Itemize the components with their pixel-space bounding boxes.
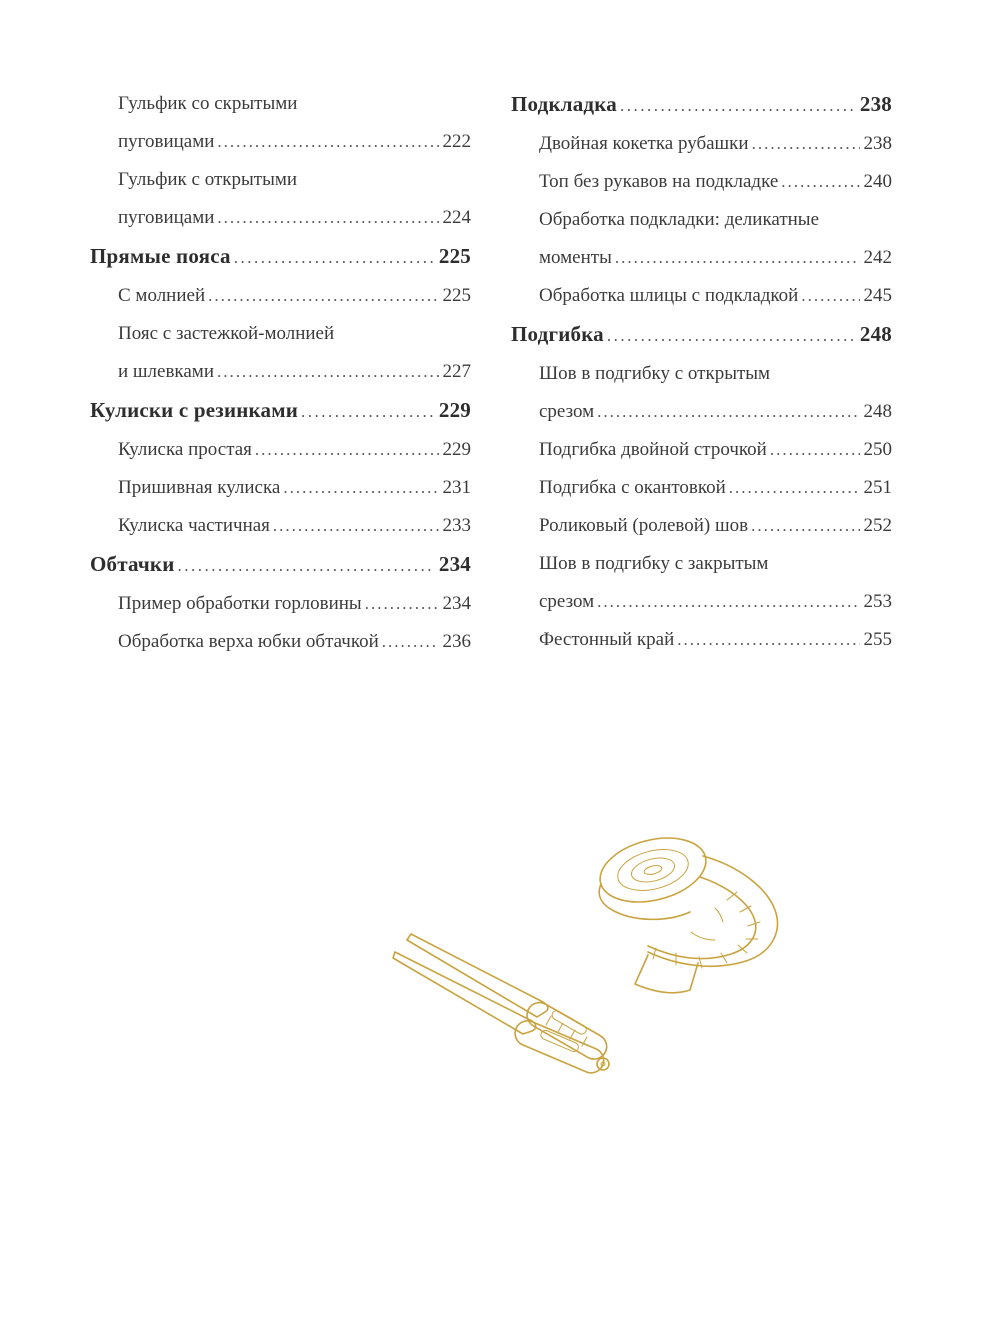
dotted-leader: [781, 163, 859, 201]
toc-entry-page-number: 255: [863, 629, 892, 650]
toc-entry-title: Топ без рукавов на подкладке: [539, 171, 779, 192]
toc-section-entry: [511, 315, 892, 355]
toc-entry-title: Подкладка: [511, 92, 617, 116]
toc-entry-title: Роликовый (ролевой) шов: [539, 515, 749, 536]
toc-entry-page-number: 224: [442, 207, 471, 228]
dotted-leader: [217, 199, 438, 237]
toc-entry-title: С молнией: [118, 285, 206, 306]
toc-entry-wrap-line: Гульфик со скрытыми: [118, 93, 298, 114]
dotted-leader: [607, 315, 856, 355]
toc-entry-page-number: 252: [863, 515, 892, 536]
toc-entry-wrap-line: Шов в подгибку с закрытым: [539, 553, 769, 574]
toc-item-entry: [90, 277, 471, 315]
toc-entry-title: и шлевками: [118, 361, 215, 382]
toc-entry-title: пуговицами: [118, 207, 215, 228]
toc-entry-line: [118, 469, 471, 507]
dotted-leader: [770, 431, 860, 469]
dotted-leader: [234, 237, 435, 277]
dotted-leader: [255, 431, 439, 469]
toc-entry-line: [539, 431, 892, 469]
toc-entry-line: [539, 469, 892, 507]
thread-snips-icon: [393, 934, 611, 1077]
dotted-leader: [301, 391, 435, 431]
toc-item-entry: [90, 623, 471, 661]
toc-entry-wrap-line: Гульфик с открытыми: [118, 169, 298, 190]
toc-entry-page-number: 248: [859, 322, 892, 346]
toc-entry-title: Пример обработки горловины: [118, 593, 362, 614]
toc-entry-line: [118, 199, 471, 237]
toc-entry-title: Пришивная кулиска: [118, 477, 281, 498]
toc-entry-page-number: 238: [863, 133, 892, 154]
toc-item-entry: [511, 163, 892, 201]
toc-entry-title: Кулиска частичная: [118, 515, 270, 536]
dotted-leader: [217, 123, 438, 161]
toc-entry-title: срезом: [539, 591, 595, 612]
toc-entry-title: Обтачки: [90, 552, 175, 576]
toc-entry-title: Фестонный край: [539, 629, 675, 650]
toc-entry-line: [90, 391, 471, 431]
dotted-leader: [273, 507, 439, 545]
toc-item-entry: [511, 201, 892, 277]
toc-entry-title: пуговицами: [118, 131, 215, 152]
toc-entry-page-number: 251: [863, 477, 892, 498]
dotted-leader: [178, 545, 435, 585]
toc-entry-page-number: 234: [442, 593, 471, 614]
toc-entry-line: [539, 393, 892, 431]
toc-entry-wrap-line: Обработка подкладки: деликатные: [539, 209, 819, 230]
toc-entry-line: [539, 583, 892, 621]
toc-entry-title: моменты: [539, 247, 612, 268]
toc-entry-wrap-line: Шов в подгибку с открытым: [539, 363, 771, 384]
toc-entry-line: [539, 277, 892, 315]
toc-entry-line: [118, 585, 471, 623]
toc-entry-page-number: 229: [438, 398, 471, 422]
toc-entry-line: [539, 239, 892, 277]
toc-entry-page-number: 231: [442, 477, 471, 498]
toc-entry-line: [539, 621, 892, 659]
toc-entry-wrap-line: Пояс с застежкой-молнией: [118, 323, 335, 344]
dotted-leader: [382, 623, 439, 661]
dotted-leader: [729, 469, 860, 507]
dotted-leader: [597, 393, 859, 431]
toc-item-entry: [511, 621, 892, 659]
toc-item-entry: [90, 431, 471, 469]
toc-item-entry: [511, 507, 892, 545]
toc-item-entry: [511, 431, 892, 469]
toc-entry-page-number: 245: [863, 285, 892, 306]
toc-entry-line: [539, 163, 892, 201]
dotted-leader: [677, 621, 859, 659]
toc-column-right: [511, 85, 892, 661]
toc-entry-page-number: 248: [863, 401, 892, 422]
dotted-leader: [751, 507, 859, 545]
toc-item-entry: [90, 315, 471, 391]
dotted-leader: [283, 469, 438, 507]
toc-entry-page-number: 240: [863, 171, 892, 192]
toc-entry-title: Обработка шлицы с подкладкой: [539, 285, 799, 306]
toc-section-entry: [511, 85, 892, 125]
toc-entry-title: Подгибка: [511, 322, 604, 346]
dotted-leader: [615, 239, 860, 277]
toc-entry-page-number: 233: [442, 515, 471, 536]
toc-column-left: [90, 85, 471, 661]
toc-entry-title: Двойная кокетка рубашки: [539, 133, 749, 154]
toc-entry-page-number: 250: [863, 439, 892, 460]
measuring-tape-icon: [593, 828, 777, 993]
toc-entry-title: Обработка верха юбки обтачкой: [118, 631, 379, 652]
toc-entry-line: [539, 507, 892, 545]
toc-entry-title: Подгибка с окантовкой: [539, 477, 726, 498]
toc-entry-title: Прямые пояса: [90, 244, 231, 268]
dotted-leader: [801, 277, 859, 315]
toc-item-entry: [90, 85, 471, 161]
toc-item-entry: [90, 161, 471, 237]
toc-entry-page-number: 225: [442, 285, 471, 306]
toc-entry-page-number: 236: [442, 631, 471, 652]
toc-entry-title: Подгибка двойной строчкой: [539, 439, 767, 460]
toc-item-entry: [90, 469, 471, 507]
toc-entry-page-number: 242: [863, 247, 892, 268]
toc-entry-line: [511, 85, 892, 125]
toc-entry-page-number: 234: [438, 552, 471, 576]
table-of-contents: [90, 85, 892, 661]
illustration-svg: [385, 812, 815, 1097]
toc-section-entry: [90, 391, 471, 431]
dotted-leader: [752, 125, 860, 163]
toc-entry-line: [118, 123, 471, 161]
toc-entry-page-number: 238: [859, 92, 892, 116]
toc-item-entry: [90, 585, 471, 623]
toc-entry-title: срезом: [539, 401, 595, 422]
toc-item-entry: [511, 355, 892, 431]
toc-entry-line: [118, 353, 471, 391]
toc-entry-title: Кулиска простая: [118, 439, 252, 460]
toc-entry-line: [90, 545, 471, 585]
illustration-snips-and-tape: [385, 812, 815, 1097]
toc-entry-page-number: 222: [442, 131, 471, 152]
toc-item-entry: [511, 125, 892, 163]
dotted-leader: [597, 583, 859, 621]
toc-entry-line: [539, 125, 892, 163]
toc-item-entry: [511, 469, 892, 507]
toc-entry-line: [118, 277, 471, 315]
toc-entry-page-number: 225: [438, 244, 471, 268]
toc-item-entry: [90, 507, 471, 545]
toc-section-entry: [90, 237, 471, 277]
toc-entry-page-number: 253: [863, 591, 892, 612]
toc-entry-line: [118, 623, 471, 661]
toc-section-entry: [90, 545, 471, 585]
dotted-leader: [217, 353, 438, 391]
toc-item-entry: [511, 277, 892, 315]
toc-entry-line: [118, 507, 471, 545]
dotted-leader: [365, 585, 439, 623]
toc-entry-line: [118, 431, 471, 469]
toc-entry-line: [90, 237, 471, 277]
toc-entry-page-number: 229: [442, 439, 471, 460]
toc-entry-line: [511, 315, 892, 355]
dotted-leader: [208, 277, 438, 315]
dotted-leader: [620, 85, 856, 125]
toc-entry-title: Кулиски с резинками: [90, 398, 299, 422]
toc-entry-page-number: 227: [442, 361, 471, 382]
toc-item-entry: [511, 545, 892, 621]
